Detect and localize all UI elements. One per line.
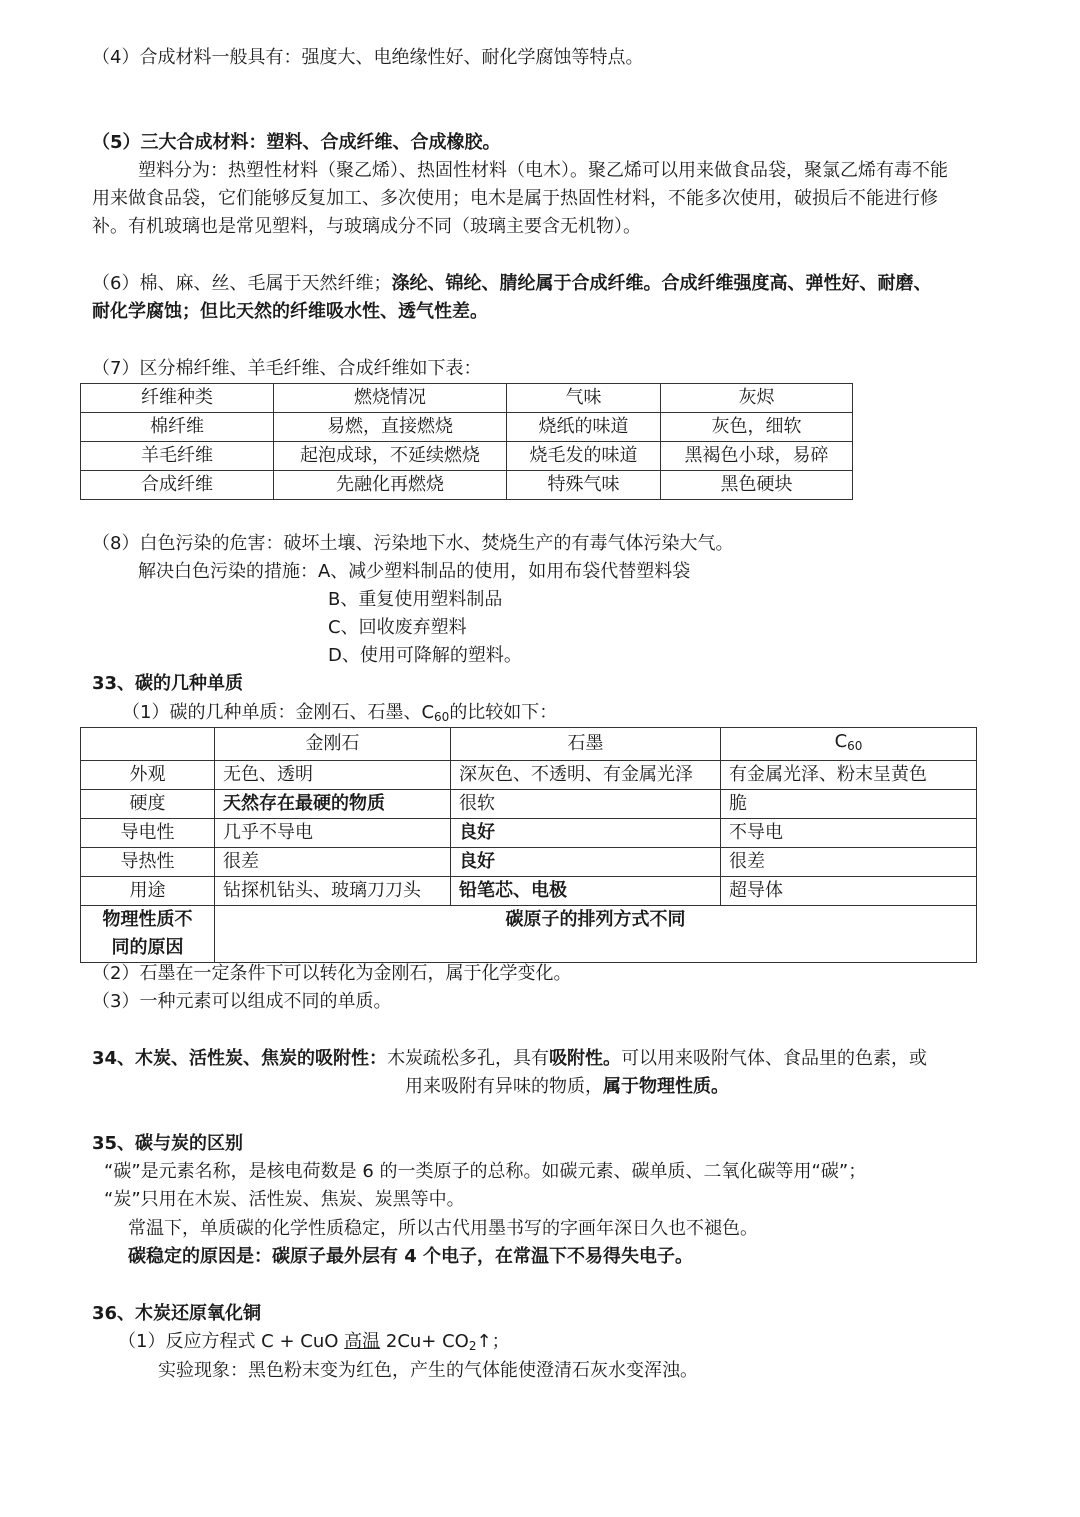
- table-cell: 深灰色、不透明、有金属光泽: [451, 761, 721, 790]
- table-row: [81, 790, 977, 819]
- section-34-text-3: 可以用来吸附气体、食品里的色素，或: [621, 1048, 928, 1069]
- table-row: [81, 906, 977, 963]
- table-cell: 脆: [721, 790, 977, 819]
- table-cell: 烧毛发的味道: [507, 442, 661, 471]
- section-36-equation: [118, 1328, 510, 1360]
- table-cell: 烧纸的味道: [507, 413, 661, 442]
- header-cell: 金刚石: [215, 728, 451, 761]
- row-label: 硬度: [81, 790, 215, 819]
- section-35-line-1: “碳”是元素名称，是核电荷数是 6 的一类原子的总称。如碳元素、碳单质、二氧化碳等用“碳”；: [104, 1161, 867, 1182]
- section-34-line-2: [405, 1073, 729, 1101]
- table-cell: 不导电: [721, 819, 977, 848]
- table-row: [81, 413, 853, 442]
- carbon-table-header: [81, 728, 977, 761]
- equation-subscript: 2: [468, 1339, 477, 1353]
- point-6-synthetic: 涤纶、锦纶、腈纶属于合成纤维。合成纤维强度高、弹性好、耐磨、: [391, 273, 932, 294]
- section-35-title: 35、碳与炭的区别: [92, 1133, 244, 1154]
- table-row: [81, 442, 853, 471]
- reason-label-line-2: 同的原因: [111, 937, 184, 958]
- section-34-title: 34、木炭、活性炭、焦炭的吸附性：: [92, 1048, 388, 1069]
- fiber-table-header: [81, 384, 853, 413]
- equation-products: 2Cu+ CO: [380, 1331, 469, 1352]
- table-cell: 易燃，直接燃烧: [274, 413, 507, 442]
- table-cell: 几乎不导电: [215, 819, 451, 848]
- row-label: 导电性: [81, 819, 215, 848]
- table-cell: 黑褐色小球，易碎: [661, 442, 853, 471]
- point-8-measure-c: C、回收废弃塑料: [328, 617, 467, 638]
- point-6-natural: （6）棉、麻、丝、毛属于天然纤维；: [92, 273, 392, 294]
- row-label: 用途: [81, 877, 215, 906]
- table-cell: 灰色，细软: [661, 413, 853, 442]
- section-35-line-2: “炭”只用在木炭、活性炭、焦炭、炭黑等中。: [104, 1189, 465, 1210]
- point-6-line-2: 耐化学腐蚀；但比天然的纤维吸水性、透气性差。: [92, 301, 488, 322]
- equation-arrow: ↑；: [476, 1331, 510, 1352]
- point-5-line-1: 塑料分为：热塑性材料（聚乙烯）、热固性材料（电木）。聚乙烯可以用来做食品袋，聚氯乙烯有毒不能: [138, 160, 948, 181]
- carbon-table: [80, 727, 977, 963]
- table-cell: 特殊气味: [507, 471, 661, 500]
- header-cell: 石墨: [451, 728, 721, 761]
- header-cell: [81, 728, 215, 761]
- section-33-title: 33、碳的几种单质: [92, 673, 244, 694]
- point-8-measure-d: D、使用可降解的塑料。: [328, 645, 522, 666]
- table-row: [81, 471, 853, 500]
- header-cell: 纤维种类: [81, 384, 274, 413]
- point-5-line-3: 补。有机玻璃也是常见塑料，与玻璃成分不同（玻璃主要含无机物）。: [92, 216, 641, 237]
- table-cell: 先融化再燃烧: [274, 471, 507, 500]
- point-8-title: （8）白色污染的危害：破坏土壤、污染地下水、焚烧生产的有毒气体污染大气。: [92, 533, 734, 554]
- table-cell: 很差: [721, 848, 977, 877]
- table-cell: 很软: [451, 790, 721, 819]
- header-cell: [721, 728, 977, 761]
- section-35-line-4: 碳稳定的原因是：碳原子最外层有 4 个电子，在常温下不易得失电子。: [128, 1246, 694, 1267]
- point-5-title: （5）三大合成材料：塑料、合成纤维、合成橡胶。: [92, 132, 501, 153]
- section-36-phenomenon: 实验现象：黑色粉末变为红色，产生的气体能使澄清石灰水变浑浊。: [158, 1360, 698, 1381]
- equation-condition: 高温: [344, 1331, 381, 1352]
- table-row: [81, 848, 977, 877]
- section-34-line-1: [92, 1045, 927, 1073]
- table-cell: 良好: [451, 819, 721, 848]
- table-cell: 合成纤维: [81, 471, 274, 500]
- table-cell: 良好: [451, 848, 721, 877]
- intro-text-end: 的比较如下：: [449, 702, 558, 723]
- table-cell: 钻探机钻头、玻璃刀刀头: [215, 877, 451, 906]
- section-34-text-4: 用来吸附有异味的物质，: [405, 1076, 603, 1097]
- section-35-line-3: 常温下，单质碳的化学性质稳定，所以古代用墨书写的字画年深日久也不褪色。: [128, 1218, 758, 1239]
- point-5-line-2: 用来做食品袋，它们能够反复加工、多次使用；电木是属于热固性材料，不能多次使用，破损后不能进行修: [92, 188, 938, 209]
- section-34-text-2: 吸附性。: [549, 1048, 622, 1069]
- reason-label: [81, 906, 215, 963]
- c60-label: C: [834, 731, 848, 752]
- section-34-text-1: 木炭疏松多孔，具有: [387, 1048, 550, 1069]
- table-row: [81, 761, 977, 790]
- table-cell: 黑色硬块: [661, 471, 853, 500]
- header-cell: 燃烧情况: [274, 384, 507, 413]
- reason-cell: 碳原子的排列方式不同: [215, 906, 977, 963]
- section-33-note-3: （3）一种元素可以组成不同的单质。: [92, 991, 392, 1012]
- row-label: 外观: [81, 761, 215, 790]
- table-cell: 无色、透明: [215, 761, 451, 790]
- header-cell: 灰烬: [661, 384, 853, 413]
- row-label: 导热性: [81, 848, 215, 877]
- table-cell: 铅笔芯、电极: [451, 877, 721, 906]
- fiber-table: [80, 383, 853, 500]
- point-6-line-1: [92, 270, 931, 298]
- table-cell: 有金属光泽、粉末呈黄色: [721, 761, 977, 790]
- table-cell: 天然存在最硬的物质: [215, 790, 451, 819]
- point-7-title: （7）区分棉纤维、羊毛纤维、合成纤维如下表：: [92, 358, 482, 379]
- header-cell: 气味: [507, 384, 661, 413]
- equation-reactants: （1）反应方程式 C + CuO: [118, 1331, 345, 1352]
- intro-subscript: 60: [434, 710, 450, 724]
- section-34-text-5: 属于物理性质。: [603, 1076, 729, 1097]
- table-cell: 羊毛纤维: [81, 442, 274, 471]
- intro-text: （1）碳的几种单质：金刚石、石墨、C: [122, 702, 435, 723]
- table-row: [81, 819, 977, 848]
- table-cell: 棉纤维: [81, 413, 274, 442]
- section-36-title: 36、木炭还原氧化铜: [92, 1303, 262, 1324]
- table-cell: 超导体: [721, 877, 977, 906]
- point-8-measure-a: 解决白色污染的措施：A、减少塑料制品的使用，如用布袋代替塑料袋: [138, 561, 691, 582]
- reason-label-line-1: 物理性质不: [102, 909, 193, 930]
- table-cell: 起泡成球，不延续燃烧: [274, 442, 507, 471]
- c60-subscript: 60: [847, 739, 863, 753]
- section-33-note-2: （2）石墨在一定条件下可以转化为金刚石，属于化学变化。: [92, 963, 572, 984]
- table-row: [81, 877, 977, 906]
- table-cell: 很差: [215, 848, 451, 877]
- point-4: （4）合成材料一般具有：强度大、电绝缘性好、耐化学腐蚀等特点。: [92, 47, 644, 68]
- point-8-measure-b: B、重复使用塑料制品: [328, 589, 503, 610]
